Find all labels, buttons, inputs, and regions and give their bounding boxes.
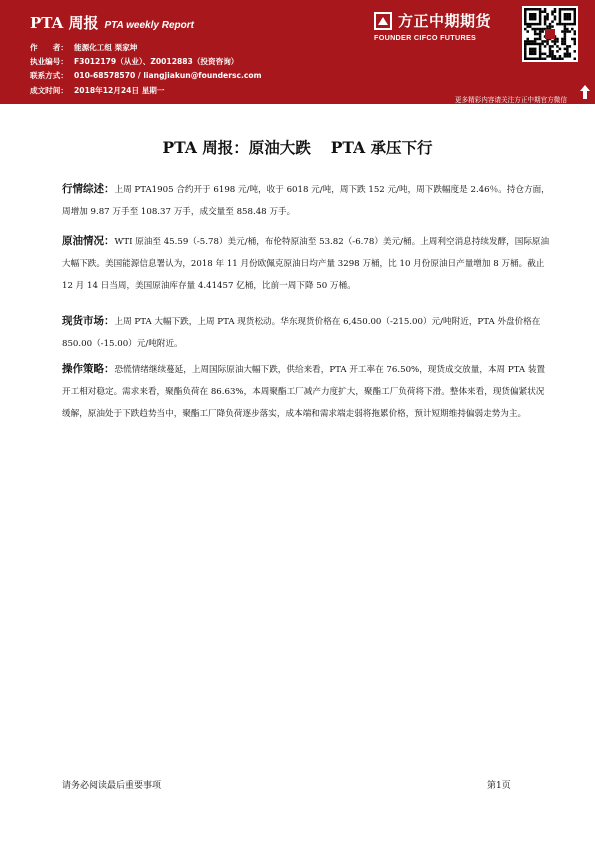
section-label: 现货市场：	[62, 315, 115, 327]
wechat-qr-code[interactable]	[522, 6, 578, 62]
brand-name-en: FOUNDER CIFCO FUTURES	[374, 33, 477, 42]
document-title: PTA 周报：原油大跌 PTA 承压下行	[162, 138, 433, 157]
report-title: PTA 周报 PTA weekly Report	[30, 14, 194, 32]
meta-label: 成文时间：	[30, 86, 68, 95]
section-label: 原油情况：	[62, 235, 115, 247]
section-crude-oil	[62, 230, 550, 297]
meta-value: 2018年12月24日 星期一	[74, 86, 165, 95]
meta-label: 联系方式：	[30, 71, 68, 80]
meta-label: 作 者：	[30, 43, 68, 52]
footer-disclaimer: 请务必阅读最后重要事项	[62, 781, 162, 791]
section-text: 恐慌情绪继续蔓延，上周国际原油大幅下跌，供给来看，PTA 开工率在 76.50%，现货成交放量，本周 PTA 装置开工相对稳定。需求来看，聚酯负荷在 86.63%，本周聚酯工厂减产力度扩大，聚酯工厂负荷将下滑。整体来看，现货偏紧状况缓解，原油处于下跌趋势当中，聚酯工厂降负荷逐步落实，成本端和需求端走弱将拖累价格，预计短期维持偏弱走势为主。	[62, 365, 546, 419]
follow-wechat-text: 更多精彩内容请关注方正中期官方微信	[454, 96, 567, 104]
qr-code-icon	[524, 8, 576, 60]
report-subtitle: PTA weekly Report	[104, 20, 194, 31]
section-label: 行情综述：	[62, 183, 115, 195]
report-header	[0, 0, 595, 104]
brand-name-cn: 方正中期期货	[398, 12, 492, 30]
section-label: 操作策略：	[62, 363, 115, 375]
page-number: 第1页	[487, 781, 511, 791]
meta-value: F3012179（从业）、Z0012883（投资咨询）	[74, 57, 239, 66]
meta-value[interactable]: 010-68578570 / liangjiakun@foundersc.com	[74, 71, 262, 80]
author-line	[30, 42, 137, 53]
meta-label: 执业编号：	[30, 57, 68, 66]
arrow-up-icon	[579, 84, 591, 100]
meta-value: 能源化工组 栗家坤	[74, 43, 138, 52]
section-market-overview	[62, 178, 550, 223]
contact-line	[30, 70, 262, 81]
section-spot-market	[62, 310, 550, 355]
license-line	[30, 56, 238, 67]
section-strategy	[62, 358, 550, 425]
date-line	[30, 85, 164, 96]
section-text: 上周 PTA 大幅下跌，上周 PTA 现货松动。华东现货价格在 6,450.00（-215.00）元/吨附近，PTA 外盘价格在 850.00（-15.00）元/吨附近。	[62, 317, 541, 349]
section-text: 上周 PTA1905 合约开于 6198 元/吨，收于 6018 元/吨，周下跌 152 元/吨，周下跌幅度是 2.46％。持仓方面，周增加 9.87 万手至 108.37 万手，成交量至 858.48 万手。	[62, 185, 550, 217]
founder-logo-icon	[374, 12, 392, 30]
section-text: WTI 原油至 45.59（-5.78）美元/桶，布伦特原油至 53.82（-6.78）美元/桶。上周利空消息持续发酵，国际原油大幅下跌。美国能源信息署认为，2018 年 11 月份欧佩克原油日均产量 3298 万桶，比 10 月份原油日产量增加 8 万桶。截止 12 月 14 日当周，美国原油库存量 4.41457 亿桶，比前一周下降 50 万桶。	[62, 237, 550, 291]
